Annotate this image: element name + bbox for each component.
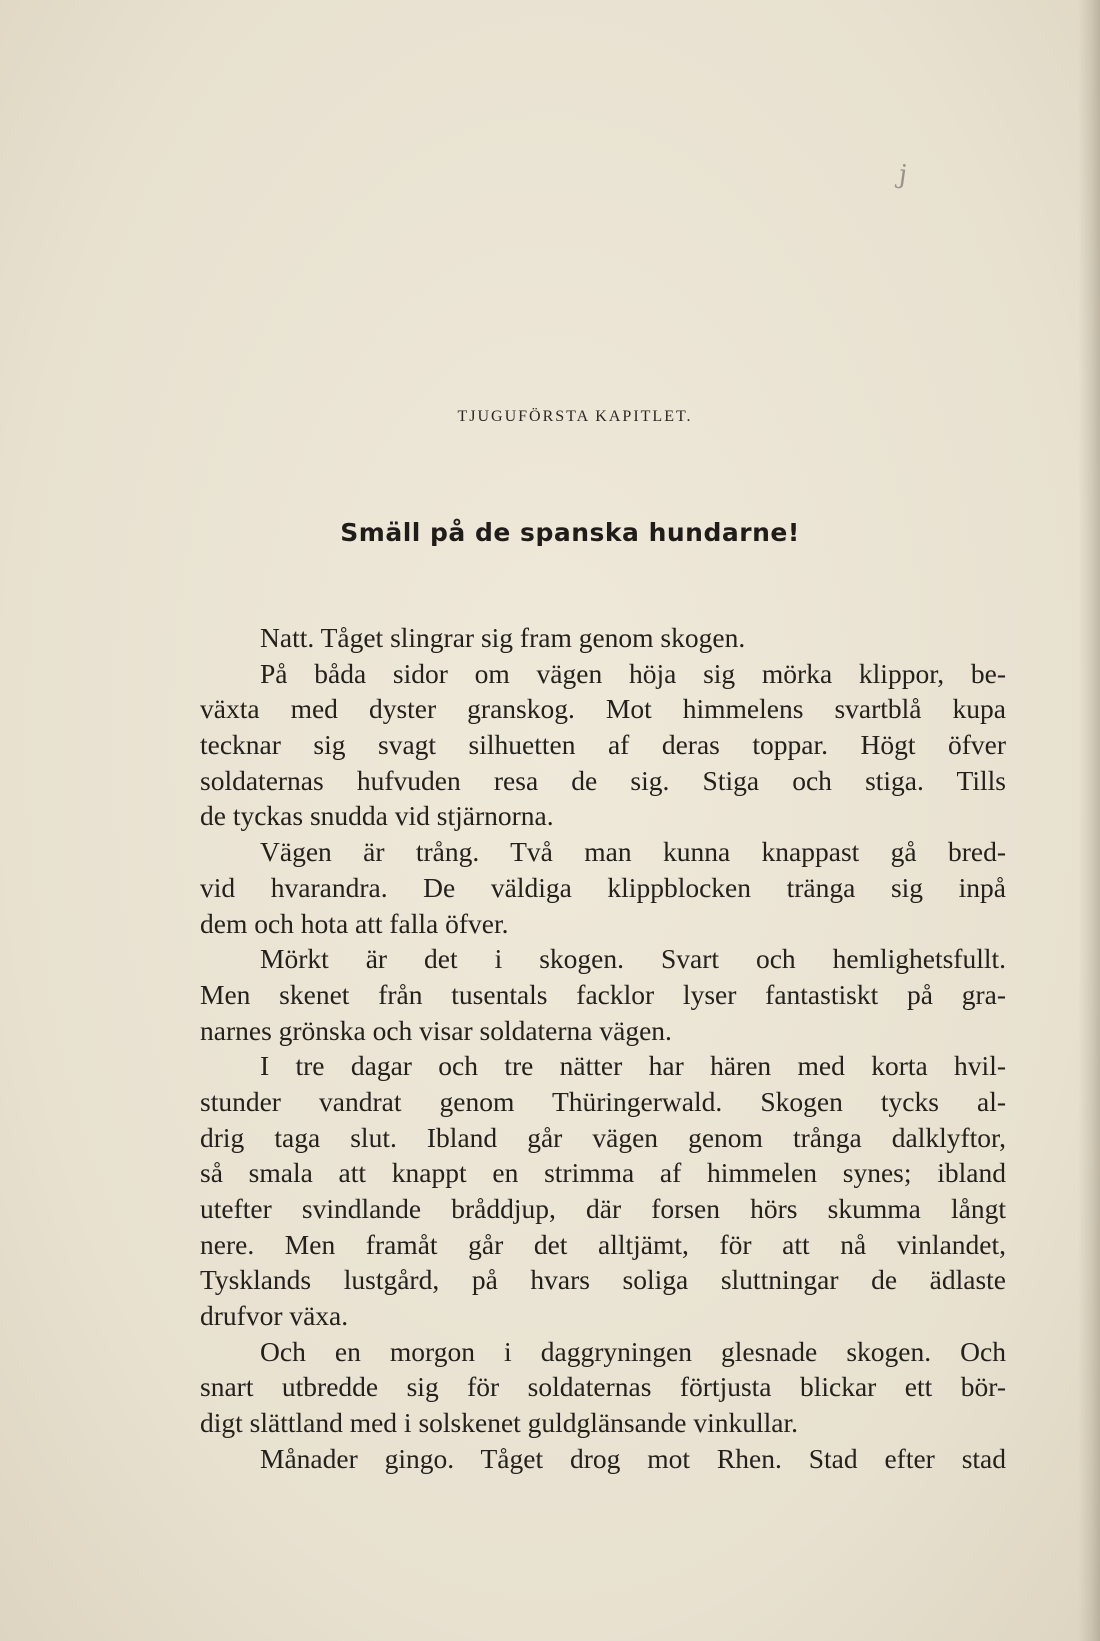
text-line: stunder vandrat genom Thüringerwald. Skogen tycks al- [200, 1085, 1006, 1117]
text-line: Vägen är trång. Två man kunna knappast gå bred- [260, 836, 1006, 868]
body-text [200, 620, 1006, 1477]
text-line: narnes grönska och visar soldaterna vägen. [200, 1014, 672, 1046]
chapter-title: Smäll på de spanska hundarne! [340, 518, 800, 547]
text-line: På båda sidor om vägen höja sig mörka klippor, be- [260, 657, 1006, 689]
text-line: vid hvarandra. De väldiga klippblocken tränga sig inpå [200, 871, 1006, 903]
text-line: Mörkt är det i skogen. Svart och hemlighetsfullt. [260, 943, 1006, 975]
text-line: soldaternas hufvuden resa de sig. Stiga och stiga. Tills [200, 764, 1006, 796]
text-line: de tyckas snudda vid stjärnorna. [200, 800, 554, 832]
text-line: nere. Men framåt går det alltjämt, för att nå vinlandet, [200, 1228, 1006, 1260]
text-line: I tre dagar och tre nätter har hären med korta hvil- [260, 1050, 1006, 1082]
text-line: drufvor växa. [200, 1300, 349, 1332]
text-line: digt slättland med i solskenet guldglänsande vinkullar. [200, 1407, 799, 1439]
pencil-mark: j [896, 159, 910, 191]
page-spine-shadow [1078, 0, 1100, 1641]
text-line: snart utbredde sig för soldaternas förtjusta blickar ett bör- [200, 1371, 1006, 1403]
text-line: dem och hota att falla öfver. [200, 907, 509, 939]
text-line: utefter svindlande bråddjup, där forsen hörs skumma långt [200, 1193, 1006, 1224]
text-line: så smala att knappt en strimma af himmelen synes; ibland [200, 1157, 1006, 1189]
text-line: tecknar sig svagt silhuetten af deras toppar. Högt öfver [200, 729, 1006, 761]
text-line: Och en morgon i daggryningen glesnade skogen. Och [260, 1335, 1006, 1367]
text-line: Natt. Tåget slingrar sig fram genom skogen. [260, 622, 746, 653]
text-line: Tysklands lustgård, på hvars soliga sluttningar de ädlaste [200, 1264, 1006, 1296]
chapter-heading: TJUGUFÖRSTA KAPITLET. [457, 408, 693, 425]
text-line: Månader gingo. Tåget drog mot Rhen. Stad efter stad [260, 1442, 1006, 1474]
text-line: växta med dyster granskog. Mot himmelens svartblå kupa [200, 693, 1006, 725]
text-line: Men skenet från tusentals facklor lyser fantastiskt på gra- [200, 978, 1006, 1010]
text-line: drig taga slut. Ibland går vägen genom trånga dalklyftor, [200, 1121, 1006, 1153]
